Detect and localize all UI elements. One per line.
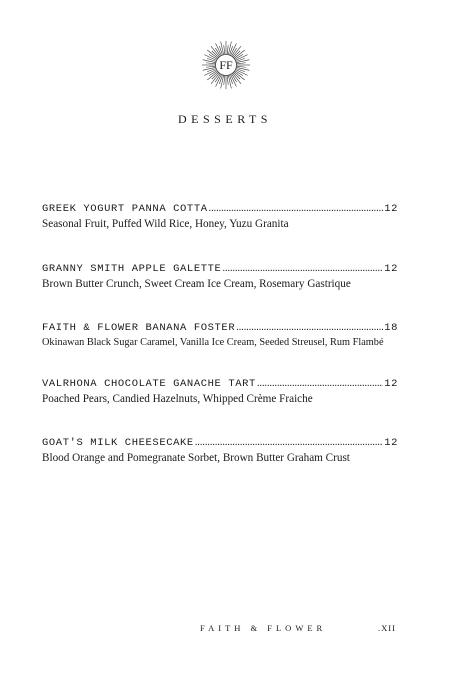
menu-item (42, 263, 398, 290)
leader-dots (209, 203, 384, 214)
logo-monogram: FF (219, 58, 233, 73)
leader-dots (257, 378, 383, 389)
logo-ray (227, 76, 228, 85)
logo-ray (237, 66, 246, 67)
logo-ray (206, 63, 215, 64)
faith-flower-logo (201, 40, 251, 90)
item-name: FAITH & FLOWER BANANA FOSTER (42, 322, 236, 334)
item-description: Okinawan Black Sugar Caramel, Vanilla Ice Cream, Seeded Streusel, Rum Flambé (42, 337, 384, 348)
logo-ray (206, 66, 215, 67)
page-footer (200, 623, 400, 633)
section-title: DESSERTS (178, 112, 272, 126)
item-name: VALRHONA CHOCOLATE GANACHE TART (42, 378, 256, 390)
item-description: Poached Pears, Candied Hazelnuts, Whipped Crème Fraiche (42, 393, 313, 405)
item-price: 12 (384, 263, 398, 275)
logo-ray (227, 45, 228, 54)
logo-ray (221, 76, 224, 89)
item-description: Blood Orange and Pomegranate Sorbet, Brown Butter Graham Crust (42, 452, 350, 464)
leader-dots (236, 322, 383, 333)
logo-ray (237, 67, 250, 70)
leader-dots (195, 437, 383, 448)
logo-ray (221, 42, 224, 55)
logo-ray (224, 76, 225, 85)
logo-ray (203, 60, 216, 63)
menu-item (42, 322, 398, 348)
item-name: GRANNY SMITH APPLE GALETTE (42, 263, 222, 275)
item-description: Seasonal Fruit, Puffed Wild Rice, Honey, Yuzu Granita (42, 218, 289, 230)
logo-ray (203, 67, 216, 70)
logo-ray (237, 63, 246, 64)
item-name: GOAT'S MILK CHEESECAKE (42, 437, 194, 449)
footer-page-number: .XII (378, 623, 396, 633)
menu-item (42, 437, 398, 464)
item-price: 12 (384, 437, 398, 449)
menu-item (42, 378, 398, 405)
logo-ray (237, 60, 250, 63)
footer-brand: FAITH & FLOWER (200, 623, 327, 633)
logo-ray (224, 45, 225, 54)
item-price: 12 (384, 203, 398, 215)
logo-ray (228, 42, 231, 55)
item-name: GREEK YOGURT PANNA COTTA (42, 203, 208, 215)
menu-item (42, 203, 398, 230)
item-price: 12 (384, 378, 398, 390)
logo-ray (228, 76, 231, 89)
item-price: 18 (384, 322, 398, 334)
item-description: Brown Butter Crunch, Sweet Cream Ice Cream, Rosemary Gastrique (42, 278, 351, 290)
leader-dots (222, 263, 383, 274)
